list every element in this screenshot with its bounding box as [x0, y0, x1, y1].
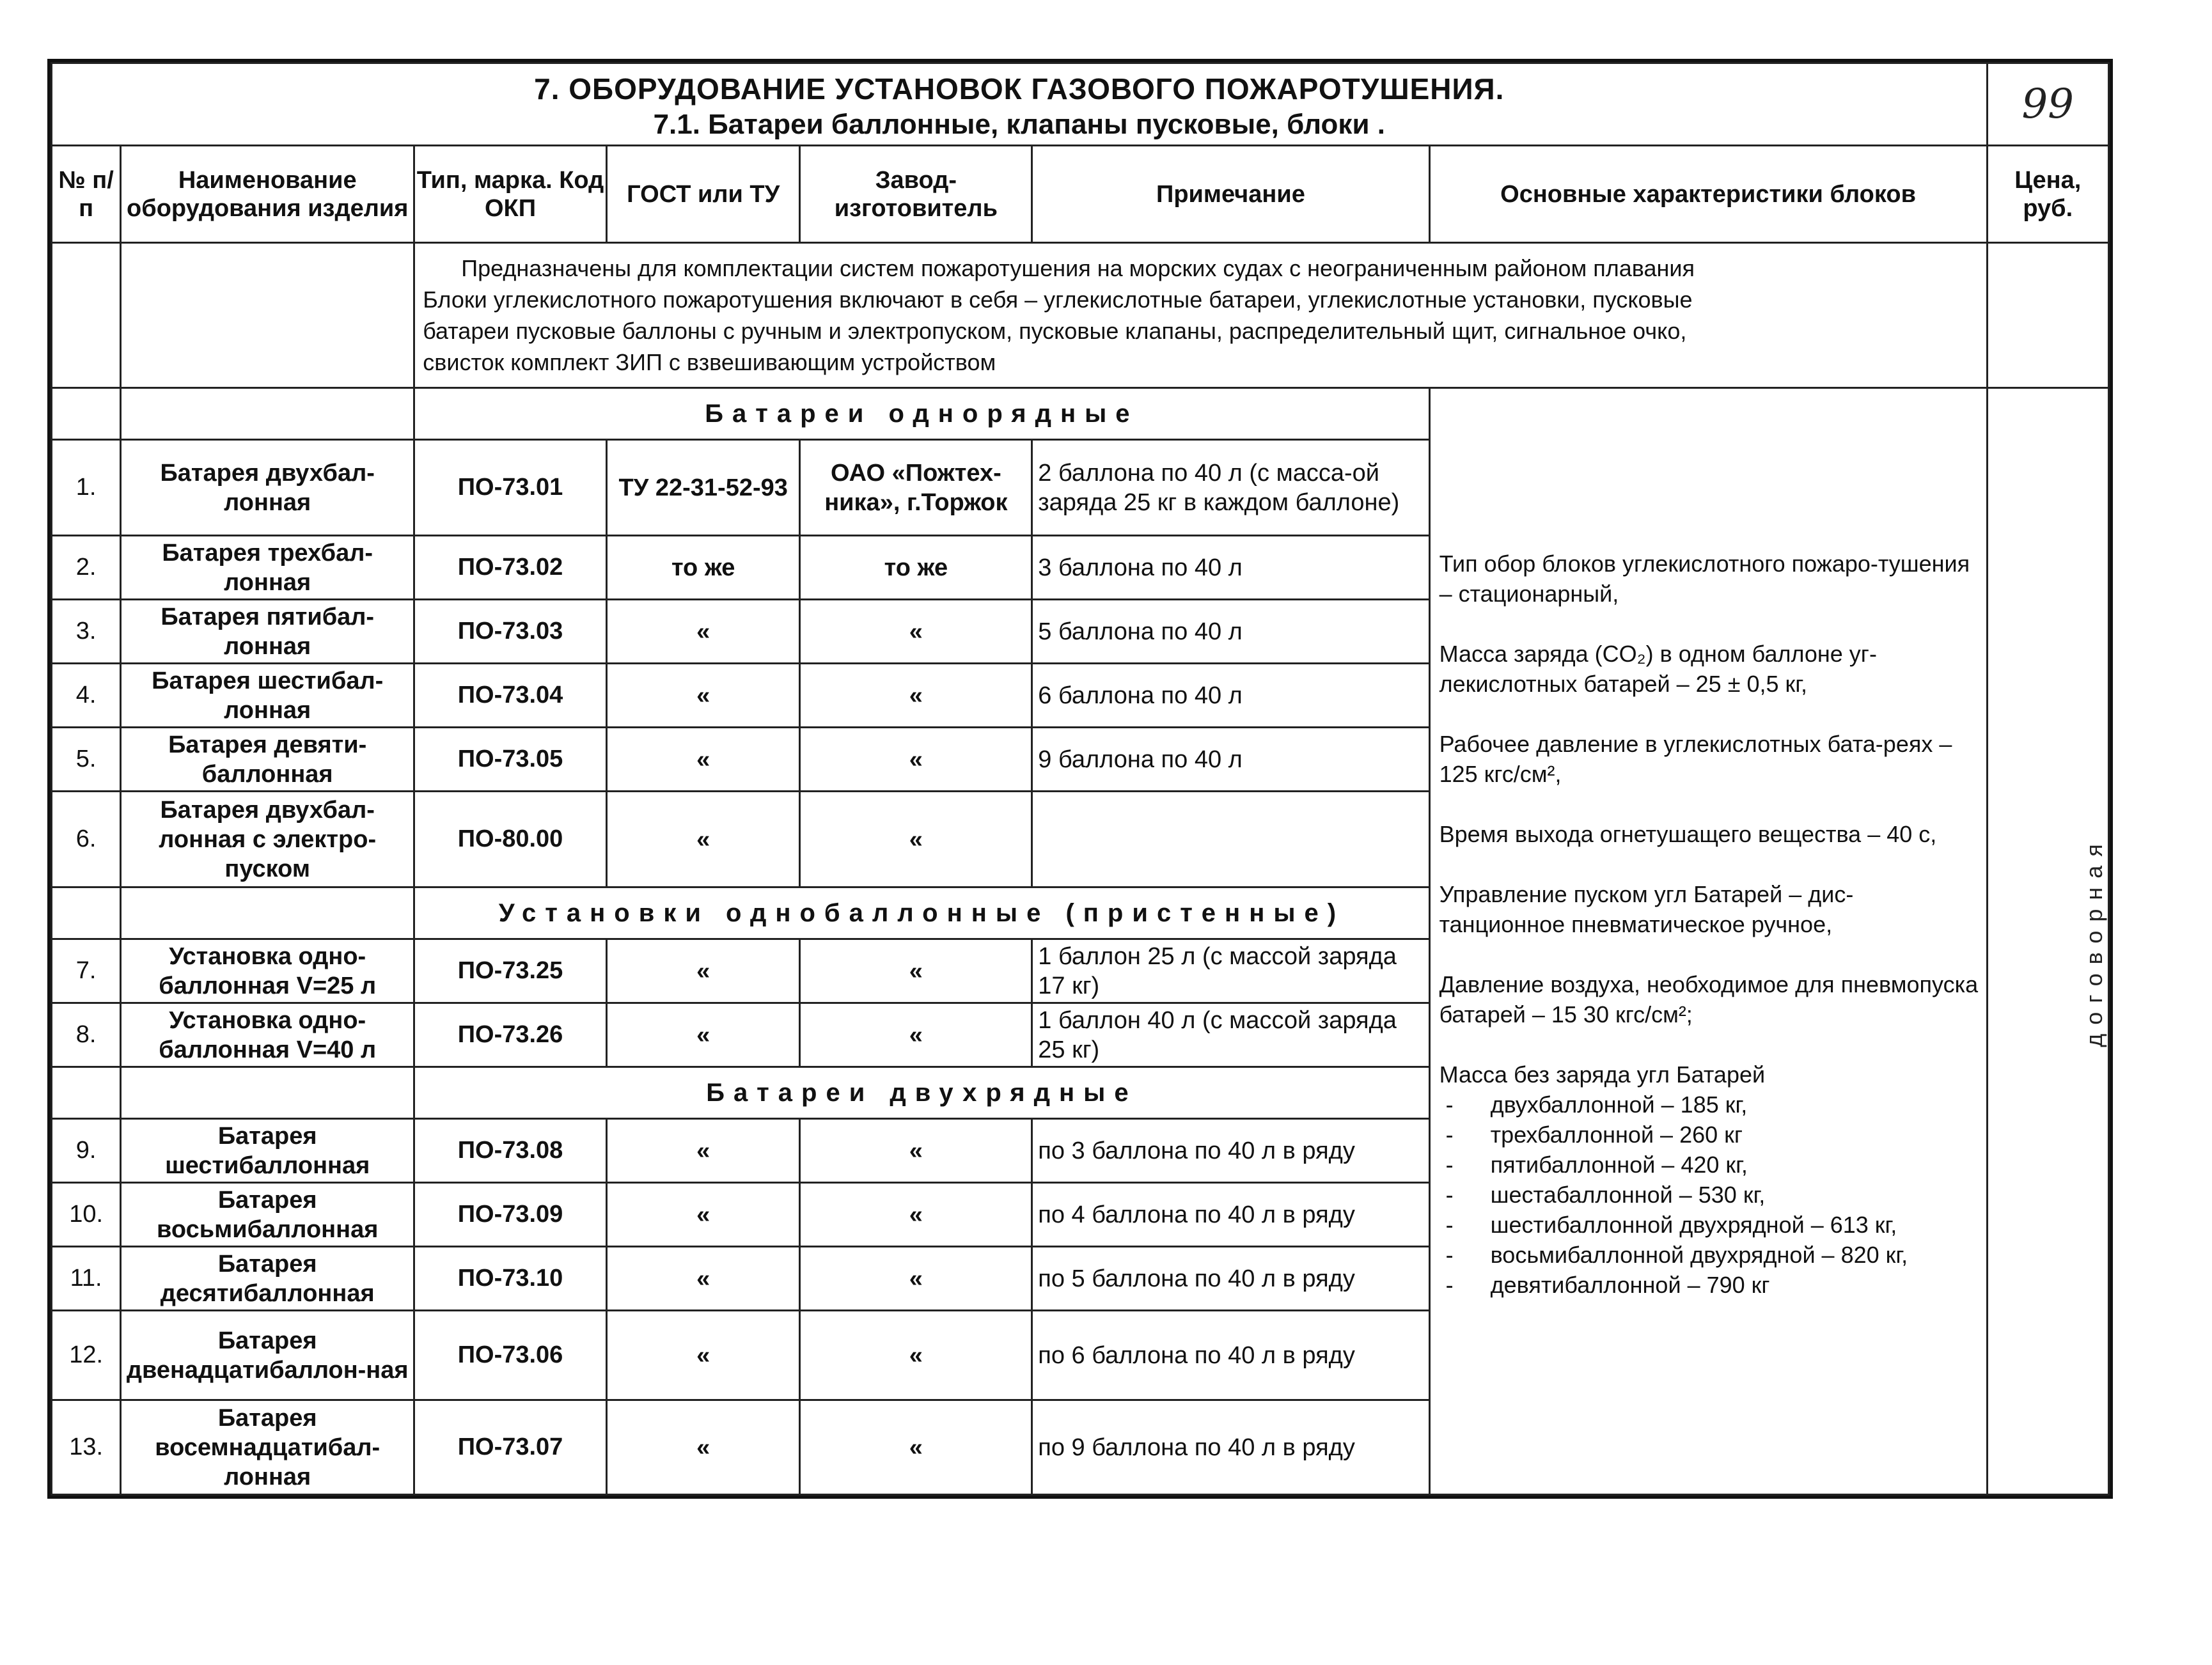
equipment-name: Установка одно-баллонная V=25 л — [121, 939, 414, 1003]
equipment-type: ПО-73.05 — [414, 728, 607, 792]
equipment-name: Батарея восемнадцатибал-лонная — [121, 1400, 414, 1495]
equipment-note: 1 баллон 40 л (с массой заряда 25 кг) — [1032, 1003, 1429, 1067]
row-number: 4. — [52, 664, 121, 728]
equipment-name: Батарея восьмибаллонная — [121, 1183, 414, 1247]
equipment-gost: « — [606, 728, 800, 792]
price-list-sheet — [47, 59, 2113, 1499]
equipment-type: ПО-73.02 — [414, 536, 607, 600]
row-number: 11. — [52, 1247, 121, 1311]
equipment-note: 3 баллона по 40 л — [1032, 536, 1429, 600]
equipment-maker: « — [800, 792, 1032, 887]
equipment-maker: « — [800, 1183, 1032, 1247]
equipment-gost: « — [606, 1003, 800, 1067]
equipment-name: Батарея десятибаллонная — [121, 1247, 414, 1311]
price-cell — [1987, 388, 2108, 1495]
equipment-type: ПО-73.08 — [414, 1119, 607, 1183]
row-number: 9. — [52, 1119, 121, 1183]
section-row — [52, 388, 2109, 440]
equipment-type: ПО-73.06 — [414, 1311, 607, 1400]
equipment-note: 2 баллона по 40 л (с масса-ой заряда 25 кг в каждом баллоне) — [1032, 440, 1429, 536]
spec-working-pressure: Рабочее давление в углекислотных бата-реях – 125 кгс/см², — [1439, 731, 1952, 787]
equipment-name: Батарея шестибаллонная — [121, 1119, 414, 1183]
equipment-name: Батарея двенадцатибаллон-ная — [121, 1311, 414, 1400]
equipment-gost: « — [606, 1400, 800, 1495]
equipment-note — [1032, 792, 1429, 887]
description-row — [52, 243, 2109, 388]
equipment-name: Батарея трехбал-лонная — [121, 536, 414, 600]
spec-list-item: - девятибаллонной – 790 кг — [1439, 1270, 1979, 1300]
col-header-type: Тип, марка. Код ОКП — [414, 146, 607, 243]
document-title — [52, 63, 1988, 146]
equipment-gost: « — [606, 664, 800, 728]
spec-charge-mass: Масса заряда (CO₂) в одном баллоне уг-лекислотных батарей – 25 ± 0,5 кг, — [1439, 641, 1877, 697]
title-row — [52, 63, 2109, 146]
equipment-name: Батарея девяти-баллонная — [121, 728, 414, 792]
equipment-type: ПО-73.26 — [414, 1003, 607, 1067]
col-header-maker: Завод-изготовитель — [800, 146, 1032, 243]
equipment-maker: « — [800, 728, 1032, 792]
equipment-maker: то же — [800, 536, 1032, 600]
row-number: 3. — [52, 600, 121, 664]
spec-type: Тип обор блоков углекислотного пожаро-тушения – стационарный, — [1439, 551, 1970, 607]
equipment-note: по 5 баллона по 40 л в ряду — [1032, 1247, 1429, 1311]
equipment-maker: « — [800, 1311, 1032, 1400]
equipment-name: Батарея двухбал-лонная с электро-пуском — [121, 792, 414, 887]
equipment-maker: « — [800, 600, 1032, 664]
equipment-note: 6 баллона по 40 л — [1032, 664, 1429, 728]
spec-start-control: Управление пуском угл Батарей – дис-танционное пневматическое ручное, — [1439, 881, 1854, 937]
equipment-gost: « — [606, 1183, 800, 1247]
spec-list-item: - шестибаллонной двухрядной – 613 кг, — [1439, 1210, 1979, 1240]
equipment-maker: « — [800, 1400, 1032, 1495]
equipment-type: ПО-80.00 — [414, 792, 607, 887]
equipment-gost: « — [606, 600, 800, 664]
equipment-note: 5 баллона по 40 л — [1032, 600, 1429, 664]
spec-discharge-time: Время выхода огнетушащего вещества – 40 с, — [1439, 821, 1937, 847]
equipment-note: по 9 баллона по 40 л в ряду — [1032, 1400, 1429, 1495]
equipment-type: ПО-73.03 — [414, 600, 607, 664]
equipment-type: ПО-73.07 — [414, 1400, 607, 1495]
equipment-gost: то же — [606, 536, 800, 600]
description-line: батареи пусковые баллоны с ручным и электропуском, пусковые клапаны, распределительный щит, сигнальное очко, — [423, 318, 1687, 344]
section-heading: Батареи однорядные — [414, 388, 1429, 440]
description-line: Предназначены для комплектации систем пожаротушения на морских судах с неограниченным районом плавания — [461, 255, 1695, 281]
equipment-name: Батарея двухбал-лонная — [121, 440, 414, 536]
equipment-maker: « — [800, 1003, 1032, 1067]
description-text — [414, 243, 1987, 388]
col-header-gost: ГОСТ или ТУ — [606, 146, 800, 243]
equipment-type: ПО-73.04 — [414, 664, 607, 728]
equipment-maker: « — [800, 1247, 1032, 1311]
equipment-maker: ОАО «Пожтех-ника», г.Торжок — [800, 440, 1032, 536]
price-text: договорная — [2080, 835, 2107, 1047]
equipment-gost: « — [606, 1311, 800, 1400]
row-number: 2. — [52, 536, 121, 600]
spec-list-item: - восьмибаллонной двухрядной – 820 кг, — [1439, 1240, 1979, 1270]
equipment-gost: « — [606, 939, 800, 1003]
row-number: 13. — [52, 1400, 121, 1495]
description-line: Блоки углекислотного пожаротушения включают в себя – углекислотные батареи, углекислотные установки, пусковые — [423, 286, 1693, 313]
equipment-note: 1 баллон 25 л (с массой заряда 17 кг) — [1032, 939, 1429, 1003]
col-header-name: Наименование оборудования изделия — [121, 146, 414, 243]
spec-list-item: - шестабаллонной – 530 кг, — [1439, 1180, 1979, 1210]
equipment-maker: « — [800, 939, 1032, 1003]
equipment-note: по 6 баллона по 40 л в ряду — [1032, 1311, 1429, 1400]
equipment-note: по 3 баллона по 40 л в ряду — [1032, 1119, 1429, 1183]
spec-list-item: - двухбаллонной – 185 кг, — [1439, 1090, 1979, 1120]
section-heading: Установки однобаллонные (пристенные) — [414, 887, 1429, 939]
equipment-type: ПО-73.09 — [414, 1183, 607, 1247]
row-number: 8. — [52, 1003, 121, 1067]
equipment-note: по 4 баллона по 40 л в ряду — [1032, 1183, 1429, 1247]
equipment-maker: « — [800, 1119, 1032, 1183]
section-heading: Батареи двухрядные — [414, 1067, 1429, 1119]
equipment-gost: « — [606, 792, 800, 887]
col-header-note: Примечание — [1032, 146, 1429, 243]
section-title: 7. ОБОРУДОВАНИЕ УСТАНОВОК ГАЗОВОГО ПОЖАРОТУШЕНИЯ. — [534, 72, 1505, 106]
subsection-title: 7.1. Батареи баллонные, клапаны пусковые, блоки . — [653, 109, 1385, 140]
equipment-name: Батарея пятибал-лонная — [121, 600, 414, 664]
equipment-maker: « — [800, 664, 1032, 728]
equipment-name: Установка одно-баллонная V=40 л — [121, 1003, 414, 1067]
col-header-num: № п/п — [52, 146, 121, 243]
equipment-gost: « — [606, 1247, 800, 1311]
equipment-note: 9 баллона по 40 л — [1032, 728, 1429, 792]
row-number: 12. — [52, 1311, 121, 1400]
row-number: 6. — [52, 792, 121, 887]
page-number: 99 — [1987, 63, 2108, 146]
row-number: 1. — [52, 440, 121, 536]
block-specifications — [1429, 388, 1987, 1495]
equipment-name: Батарея шестибал-лонная — [121, 664, 414, 728]
description-line: свисток комплект ЗИП с взвешивающим устройством — [423, 349, 996, 375]
equipment-type: ПО-73.01 — [414, 440, 607, 536]
equipment-table — [51, 62, 2110, 1496]
spec-list-item: - пятибаллонной – 420 кг, — [1439, 1150, 1979, 1180]
equipment-gost: ТУ 22-31-52-93 — [606, 440, 800, 536]
col-header-price: Цена, руб. — [1987, 146, 2108, 243]
col-header-specs: Основные характеристики блоков — [1429, 146, 1987, 243]
spec-air-pressure: Давление воздуха, необходимое для пневмопуска батарей – 15 30 кгс/см²; — [1439, 971, 1979, 1028]
equipment-gost: « — [606, 1119, 800, 1183]
spec-dry-mass-title: Масса без заряда угл Батарей — [1439, 1061, 1766, 1088]
column-header-row — [52, 146, 2109, 243]
equipment-type: ПО-73.25 — [414, 939, 607, 1003]
equipment-type: ПО-73.10 — [414, 1247, 607, 1311]
spec-list-item: - трехбаллонной – 260 кг — [1439, 1120, 1979, 1150]
row-number: 7. — [52, 939, 121, 1003]
spec-dry-mass-list — [1439, 1090, 1979, 1300]
row-number: 10. — [52, 1183, 121, 1247]
row-number: 5. — [52, 728, 121, 792]
